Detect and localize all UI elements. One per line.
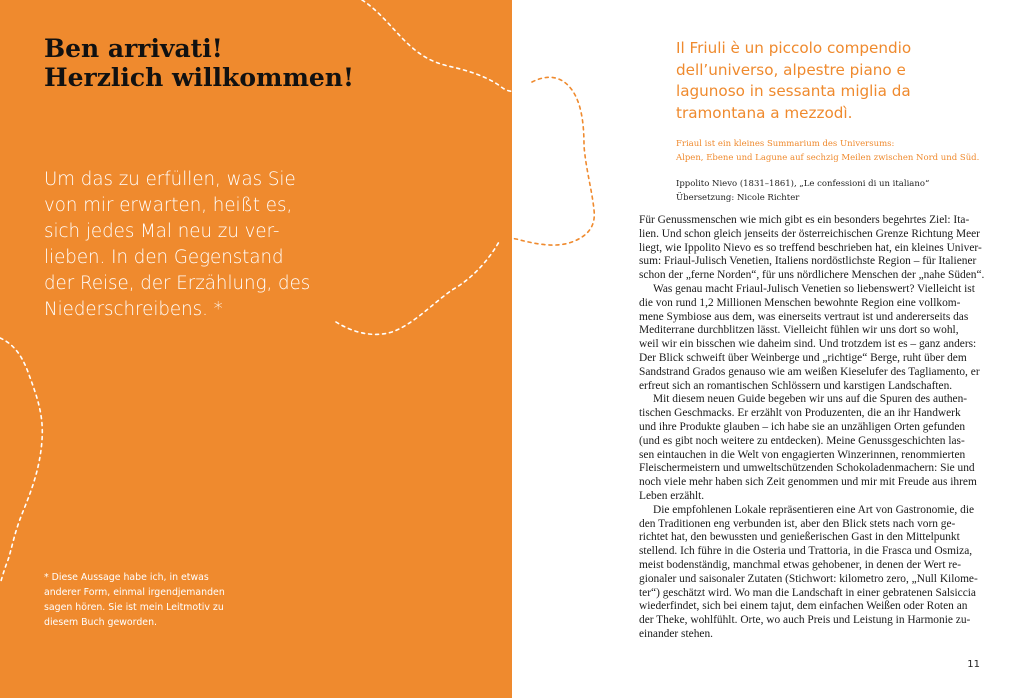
italian-quote [676,38,976,124]
quote-line: tramontana a mezzodì. [676,103,853,122]
quote-line: lagunoso in sessanta miglia da [676,82,911,100]
footnote [44,570,244,630]
intro-statement [44,167,344,323]
body-line: stellend. Ich führe in die Osteria und Trattoria, in die Frasca und Osmiza, [639,545,973,558]
body-line: den Traditionen eng verbunden ist, aber den Blick stets nach vorn ge- [639,517,956,530]
body-line: tischen Geschmacks. Er erzählt von Produzenten, die an ihr Handwerk [639,407,961,420]
german-translation [676,137,980,165]
intro-line: Um das zu erfüllen, was Sie [44,169,296,190]
body-line: liegt, wie Ippolito Nievo es so treffend beschrieben hat, ein kleines Univer- [639,241,982,254]
footnote-line: sagen hören. Sie ist mein Leitmotiv zu [44,602,224,613]
body-line: sen eintauchen in die Welt von engagierten Winzerinnen, renommierten [639,448,966,461]
body-line: meist bodenständig, manchmal etwas gehobener, in denen der Wert re- [639,558,961,571]
body-line: und ihre Produkte glauben – ich habe sie an unzähligen Orten gefunden [639,420,966,433]
attribution-line: Ippolito Nievo (1831–1861), „Le confessioni di un italiano“ [676,179,930,189]
body-line: Mediterrane durchblitzen lässt. Vielleicht fühlen wir uns dort so wohl, [639,324,959,337]
body-line: weil wir ein bisschen wie daheim sind. Und trotzdem ist es – ganz anders: [639,338,977,351]
translation-line: Friaul ist ein kleines Summarium des Universums: [676,139,895,149]
body-line: richtet hat, den bewussten und genießerischen Gast in den Mittelpunkt [639,531,960,544]
body-line: Für Genussmenschen wie mich gibt es ein besonders begehrtes Ziel: Ita- [639,214,970,226]
body-line: noch viele mehr haben sich Zeit genommen und mir mit Freude aus ihrem [639,476,977,489]
body-line: gionaler und saisonaler Zutaten (Stichwort: kilometro zero, „Null Kilome- [639,572,978,585]
footnote-line: * Diese Aussage habe ich, in etwas [44,572,209,583]
body-line: lien. Und schon gleich jenseits der österreichischen Grenze Richtung Meer [639,227,980,240]
intro-line: lieben. In den Gegenstand [44,247,284,268]
intro-line: der Reise, der Erzählung, des [44,273,311,294]
quote-line: dell’universo, alpestre piano e [676,60,906,79]
intro-line: von mir erwarten, heißt es, [44,195,293,216]
title-line: Herzlich willkommen! [44,63,354,92]
translation-line: Alpen, Ebene und Lagune auf sechzig Meilen zwischen Nord und Süd. [676,153,980,163]
body-line: Mit diesem neuen Guide begeben wir uns auf die Spuren des authen- [653,393,968,406]
title-line: Ben arrivati! [44,34,223,63]
intro-line: Niederschreibens. * [44,299,223,320]
body-text [639,214,985,642]
body-line: Die empfohlenen Lokale repräsentieren eine Art von Gastronomie, die [653,503,975,516]
page-title [44,34,354,92]
body-line: Was genau macht Friaul-Julisch Venetien so liebenswert? Vielleicht ist [653,282,975,295]
body-line: (und es gibt noch weitere zu entdecken). Meine Genussgeschichten las- [639,434,965,447]
attribution-line: Übersetzung: Nicole Richter [676,193,800,203]
body-line: schon der „ferne Norden“, für uns nördlichere Menschen der „nahe Süden“. [639,269,985,282]
quote-attribution [676,177,976,205]
page-number: 11 [967,659,980,670]
body-line: Leben erzählt. [639,489,705,502]
footnote-line: diesem Buch geworden. [44,617,157,628]
body-line: Sandstrand Grados genauso wie am weißen Kieselufer des Tagliamento, er [639,365,980,378]
body-line: einander stehen. [639,627,714,640]
body-line: mene Symbiose aus dem, was einerseits vertraut ist und andererseits das [639,310,969,323]
body-line: erfreut sich an romantischen Schlössern und karstigen Landschaften. [639,379,953,392]
footnote-line: anderer Form, einmal irgendjemanden [44,587,225,598]
intro-line: sich jedes Mal neu zu ver- [44,221,280,242]
body-line: Fleischermeistern und umweltschützenden Schokoladenmachern: Sie und [639,462,975,475]
body-line: sum: Friaul-Julisch Venetien, Italiens nordöstlichste Region – für Italiener [639,255,977,268]
body-line: die von rund 1,2 Millionen Menschen bewohnte Region eine vollkom- [639,296,961,309]
body-line: der Theke, wohlfühlt. Orte, wo auch Preis und Leistung in Harmonie zu- [639,614,971,627]
body-line: ter“) geschätzt wird. Wo man die Landschaft in einer gebratenen Salsiccia [639,586,976,599]
quote-line: Il Friuli è un piccolo compendio [676,39,912,57]
body-line: Der Blick schweift über Weinberge und „richtige“ Berge, ruht über dem [639,351,967,364]
body-line: wiederfindet, sich bei einem tajut, dem einfachen Weißen oder Roten an [639,600,968,613]
